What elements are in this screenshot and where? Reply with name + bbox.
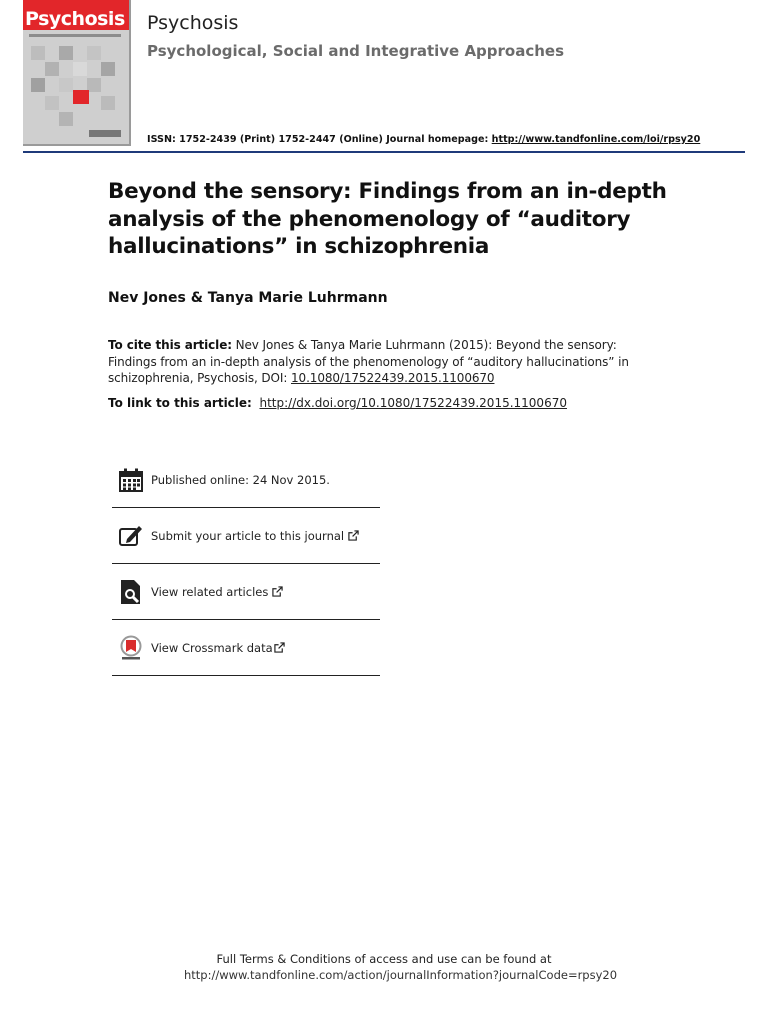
footer-terms-text: Full Terms & Conditions of access and use can be found at (216, 952, 552, 966)
cover-square (101, 96, 115, 110)
cover-publisher-logo (89, 130, 121, 137)
external-link-icon (348, 530, 359, 541)
cover-square (59, 78, 73, 92)
article-info-list (112, 452, 380, 676)
crossmark-link[interactable] (151, 641, 285, 655)
cover-square (59, 46, 73, 60)
cover-square (87, 78, 101, 92)
citation-doi-link[interactable]: 10.1080/17522439.2015.1100670 (291, 371, 495, 385)
issn-text: ISSN: 1752-2439 (Print) 1752-2447 (Online) Journal homepage: (147, 134, 492, 145)
cover-red-square (73, 90, 89, 104)
calendar-icon (118, 467, 144, 493)
crossmark-row[interactable] (112, 620, 380, 676)
crossmark-text: View Crossmark data (151, 640, 273, 655)
header-divider (23, 151, 745, 153)
citation-label: To cite this article: (108, 338, 232, 352)
cover-square (87, 46, 101, 60)
search-document-icon (118, 579, 144, 605)
footer-terms (0, 952, 768, 982)
external-link-icon (274, 642, 285, 653)
cover-title: Psychosis (25, 8, 125, 30)
journal-homepage-link[interactable]: http://www.tandfonline.com/loi/rpsy20 (491, 134, 701, 145)
cover-square (59, 112, 73, 126)
journal-subtitle: Psychological, Social and Integrative Approaches (147, 42, 565, 60)
article-title: Beyond the sensory: Findings from an in-depth analysis of the phenomenology of “auditory hallucinations” in schizophrenia (108, 179, 667, 259)
cover-square (31, 46, 45, 60)
submit-article-text: Submit your article to this journal (151, 528, 345, 543)
cover-square (45, 96, 59, 110)
article-authors: Nev Jones & Tanya Marie Luhrmann (108, 290, 388, 306)
citation-text: Nev Jones & Tanya Marie Luhrmann (2015): Beyond the sensory: Findings from an in-depth analysis of the phenomenology of “auditory hallucinations” in schizophrenia, Psychosis, DOI: (108, 338, 629, 385)
cover-square (31, 78, 45, 92)
published-online-row (112, 452, 380, 508)
cover-subtitle-bar (29, 34, 121, 37)
article-link-label: To link to this article: (108, 396, 252, 410)
cover-square (45, 62, 59, 76)
edit-icon (118, 523, 144, 549)
article-link-block (108, 396, 567, 410)
related-articles-row[interactable] (112, 564, 380, 620)
cover-square (73, 62, 87, 76)
footer-terms-url[interactable]: http://www.tandfonline.com/action/journalInformation?journalCode=rpsy20 (184, 968, 618, 982)
journal-name: Psychosis (147, 12, 239, 34)
cover-square (101, 62, 115, 76)
submit-article-row[interactable] (112, 508, 380, 564)
submit-article-link[interactable] (151, 529, 359, 543)
published-online-text: Published online: 24 Nov 2015. (151, 472, 330, 487)
article-doi-link[interactable]: http://dx.doi.org/10.1080/17522439.2015.1100670 (259, 396, 567, 410)
issn-line (147, 134, 700, 145)
related-articles-link[interactable] (151, 585, 283, 599)
external-link-icon (272, 586, 283, 597)
related-articles-text: View related articles (151, 584, 269, 599)
crossmark-icon (118, 635, 144, 661)
citation-block (108, 337, 668, 387)
journal-cover-image (23, 0, 131, 146)
